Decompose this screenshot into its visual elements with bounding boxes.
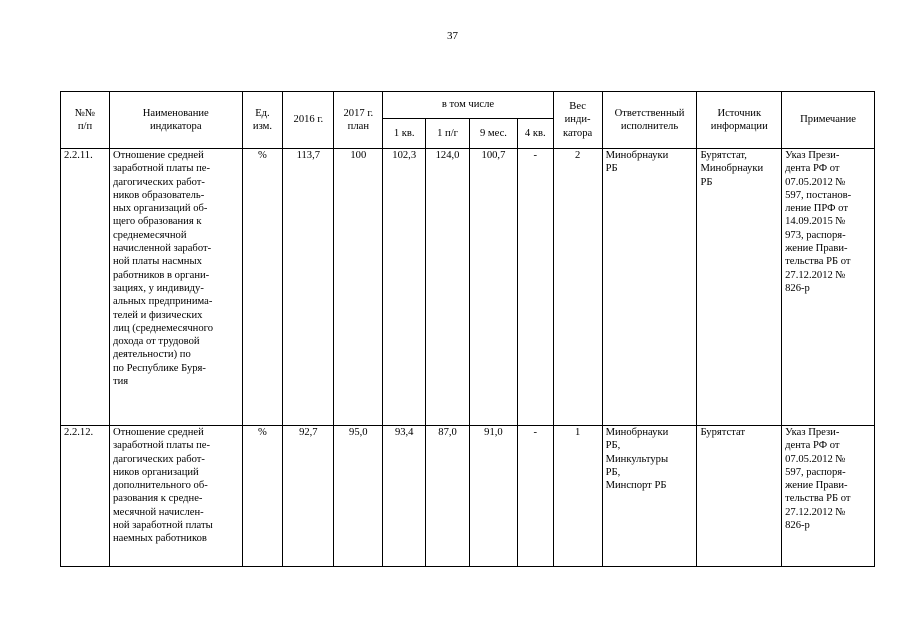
header-2016: 2016 г.	[283, 92, 334, 149]
header-source: Источник информации	[697, 92, 782, 149]
header-responsible: Ответственный исполнитель	[602, 92, 697, 149]
header-including: в том числе	[383, 92, 553, 119]
row-q4: -	[517, 426, 553, 567]
header-q1: 1 кв.	[383, 119, 426, 149]
row-num: 2.2.11.	[61, 149, 110, 426]
row-source: Бурятстат, Минобрнауки РБ	[697, 149, 782, 426]
row-note: Указ Прези- дента РФ от 07.05.2012 № 597, распоря- жение Прави- тельства РБ от 27.12.2012 № 826-р	[782, 426, 875, 567]
row-responsible: Минобрнауки РБ	[602, 149, 697, 426]
row-source: Бурятстат	[697, 426, 782, 567]
row-unit: %	[242, 426, 283, 567]
row-weight: 1	[553, 426, 602, 567]
row-num: 2.2.12.	[61, 426, 110, 567]
row-note: Указ Прези- дента РФ от 07.05.2012 № 597, постанов- ление ПРФ от 14.09.2015 № 973, распоря- жение Прави- тельства РБ от 27.12.2012 № 826-р	[782, 149, 875, 426]
table-row	[61, 149, 875, 426]
header-note: Примечание	[782, 92, 875, 149]
row-q4: -	[517, 149, 553, 426]
table-row	[61, 426, 875, 567]
row-2017-plan: 95,0	[334, 426, 383, 567]
row-2016: 113,7	[283, 149, 334, 426]
header-indicator-name: Наименование индикатора	[109, 92, 242, 149]
header-2017-plan: 2017 г. план	[334, 92, 383, 149]
row-2016: 92,7	[283, 426, 334, 567]
page-number: 37	[447, 30, 458, 42]
row-2017-plan: 100	[334, 149, 383, 426]
row-q1: 93,4	[383, 426, 426, 567]
row-q1: 102,3	[383, 149, 426, 426]
row-h1: 87,0	[426, 426, 470, 567]
header-9m: 9 мес.	[469, 119, 517, 149]
row-h1: 124,0	[426, 149, 470, 426]
header-num: №№ п/п	[61, 92, 110, 149]
header-unit: Ед. изм.	[242, 92, 283, 149]
header-weight: Вес инди- катора	[553, 92, 602, 149]
row-weight: 2	[553, 149, 602, 426]
row-indicator-name: Отношение средней заработной платы пе- дагогических работ- ников организаций дополнительного об- разования к средне- месячной начислен- ной заработной платы наемных работников	[109, 426, 242, 567]
header-q4: 4 кв.	[517, 119, 553, 149]
row-9m: 91,0	[469, 426, 517, 567]
row-unit: %	[242, 149, 283, 426]
header-row	[61, 92, 875, 119]
indicator-table	[60, 91, 875, 567]
row-9m: 100,7	[469, 149, 517, 426]
row-indicator-name: Отношение средней заработной платы пе- дагогических работ- ников образователь- ных организаций об- щего образования к среднемесячной начисленной заработ- ной платы насмных работников в органи- зациях, у индивиду- альных предпринима- телей и физических лиц (среднемесячного дохода от трудовой деятельности) по по Республике Буря- тия	[109, 149, 242, 426]
header-h1: 1 п/г	[426, 119, 470, 149]
row-responsible: Минобрнауки РБ, Минкультуры РБ, Минспорт РБ	[602, 426, 697, 567]
